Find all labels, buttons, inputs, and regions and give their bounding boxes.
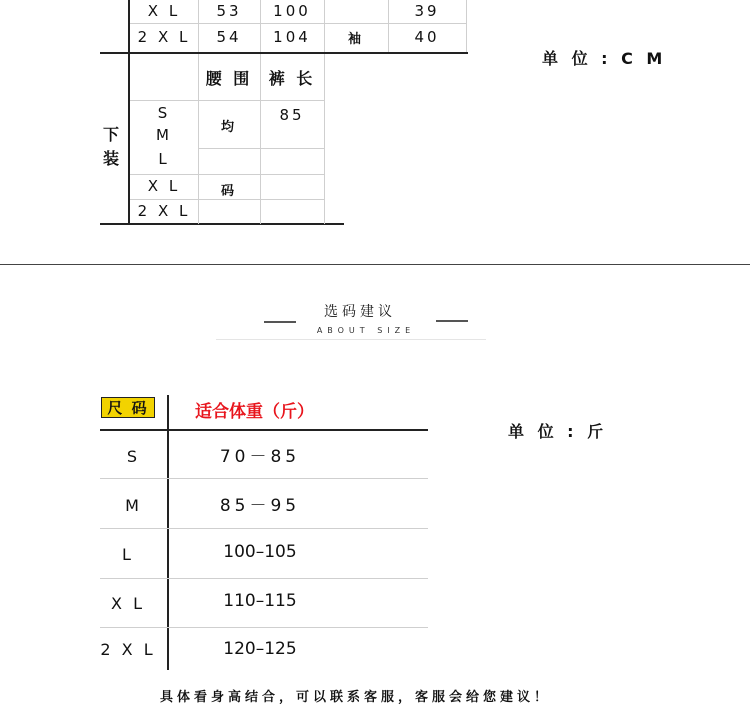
weight-row-value: 85－95 (219, 495, 301, 516)
weight-row-value: 70－85 (219, 446, 301, 467)
bottom-size-xl: X L (147, 177, 181, 195)
suggest-subtitle: ABOUT SIZE (316, 326, 416, 335)
bottoms-label-bottom: 装 (103, 149, 120, 168)
weight-row-size: L (122, 544, 134, 564)
size-header: 尺 码 (101, 397, 155, 418)
waist-header: 腰 围 (205, 68, 253, 88)
weight-row-size: S (126, 446, 141, 466)
bottom-size-s: S (157, 104, 171, 122)
weight-row-size: 2 X L (100, 639, 156, 659)
unit-jin-label: 单 位 : 斤 (508, 422, 608, 441)
footer-note: 具体看身高结合，可以联系客服，客服会给您建议！ (160, 690, 552, 705)
weight-row-value: 110–115 (223, 591, 297, 611)
value-cell: 54 (216, 28, 242, 46)
pant-length-header: 裤 长 (268, 68, 316, 88)
value-cell: 104 (273, 28, 311, 46)
weight-row-size: M (125, 495, 142, 515)
suggest-title: 选码建议 (324, 304, 396, 320)
value-cell: 40 (414, 28, 440, 46)
size-cell-2xl: 2 X L (137, 28, 191, 46)
value-cell: 100 (273, 2, 311, 20)
value-cell: 39 (414, 2, 440, 20)
weight-header: 适合体重（斤） (195, 402, 314, 422)
bottom-size-m: M (156, 126, 172, 144)
unit-cm-label: 单 位 : C M (542, 49, 667, 68)
bottoms-label-top: 下 (103, 125, 120, 144)
waist-value-1: 均 (220, 119, 237, 135)
bottom-size-2xl: 2 X L (137, 202, 191, 220)
bottom-size-l: L (158, 150, 170, 168)
size-cell-xl: X L (147, 2, 181, 20)
value-cell: 53 (216, 2, 242, 20)
waist-value-2: 码 (220, 183, 237, 199)
weight-row-value: 100–105 (223, 542, 297, 562)
sleeve-label: 袖 (347, 31, 364, 47)
weight-row-size: X L (111, 593, 145, 613)
weight-row-value: 120–125 (223, 639, 297, 659)
section-divider (0, 264, 750, 265)
pant-length-value: 85 (279, 106, 305, 124)
